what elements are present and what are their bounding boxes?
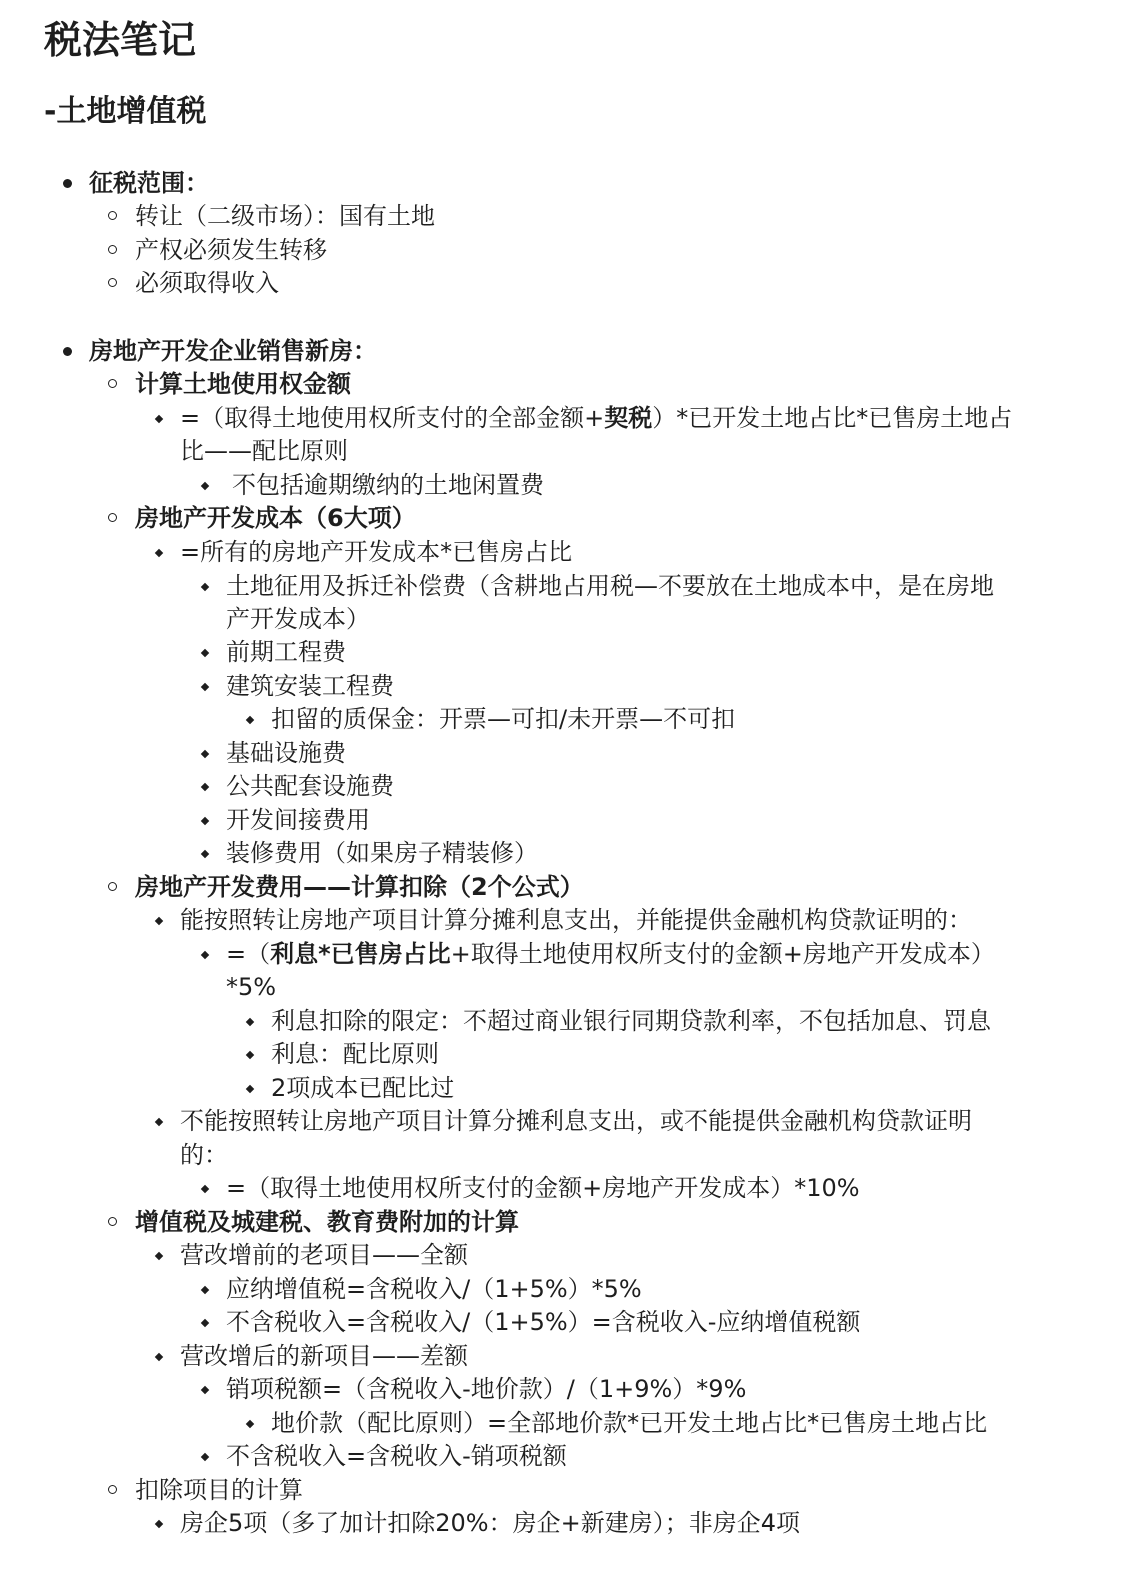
list-item-text: 营改增后的新项目——差额 <box>180 1342 468 1370</box>
list-item-heading: 房地产开发企业销售新房： <box>89 337 377 365</box>
list-item-heading: 房地产开发费用——计算扣除（2个公式） <box>135 873 584 901</box>
diamond-bullet-icon <box>152 904 174 938</box>
diamond-bullet-icon <box>198 1273 220 1307</box>
list-item-text: 不能按照转让房地产项目计算分摊利息支出，或不能提供金融机构贷款证明 <box>180 1107 972 1135</box>
diamond-bullet-icon <box>243 1005 265 1039</box>
formula-text: =所有的房地产开发成本*已售房占比 <box>180 538 573 566</box>
list-item-text: 转让（二级市场）：国有土地 <box>135 202 435 230</box>
diamond-bullet-icon <box>243 1072 265 1106</box>
diamond-bullet-icon <box>243 1038 265 1072</box>
diamond-bullet-icon <box>152 402 174 436</box>
list-item-text: 不包括逾期缴纳的土地闲置费 <box>232 471 544 499</box>
diamond-bullet-icon <box>152 1507 174 1541</box>
list-item-text: 开发间接费用 <box>226 806 370 834</box>
list-item-text: 营改增前的老项目——全额 <box>180 1241 468 1269</box>
list-item-text: 能按照转让房地产项目计算分摊利息支出，并能提供金融机构贷款证明的： <box>180 906 972 934</box>
diamond-bullet-icon <box>198 938 220 972</box>
diamond-bullet-icon <box>198 770 220 804</box>
list-item-text: 公共配套设施费 <box>226 772 394 800</box>
list-item-text: 必须取得收入 <box>135 269 279 297</box>
section-title: -土地增值税 <box>44 94 207 129</box>
list-item-text: 2项成本已配比过 <box>271 1074 455 1102</box>
list-item-text: 前期工程费 <box>226 638 346 666</box>
list-item-text: 扣除项目的计算 <box>135 1476 303 1504</box>
formula-text: 不含税收入=含税收入-销项税额 <box>226 1442 567 1470</box>
formula-text: =（取得土地使用权所支付的金额+房地产开发成本）*10% <box>226 1174 860 1202</box>
list-item-text: 装修费用（如果房子精装修） <box>226 839 538 867</box>
formula-text: 不含税收入=含税收入/（1+5%）=含税收入-应纳增值税额 <box>226 1308 861 1336</box>
circle-bullet-icon <box>107 1206 129 1240</box>
list-item-heading: 增值税及城建税、教育费附加的计算 <box>135 1208 519 1236</box>
diamond-bullet-icon <box>198 570 220 604</box>
list-item-text: 建筑安装工程费 <box>226 672 394 700</box>
diamond-bullet-icon <box>198 636 220 670</box>
page-title: 税法笔记 <box>44 18 197 62</box>
diamond-bullet-icon <box>198 804 220 838</box>
diamond-bullet-icon <box>198 1440 220 1474</box>
diamond-bullet-icon <box>152 536 174 570</box>
list-item-text: 房企5项（多了加计扣除20%：房企+新建房）；非房企4项 <box>180 1509 800 1537</box>
diamond-bullet-icon <box>198 670 220 704</box>
diamond-bullet-icon <box>243 703 265 737</box>
diamond-bullet-icon <box>152 1239 174 1273</box>
disc-bullet-icon <box>62 335 84 369</box>
formula-text: ）*已开发土地占比*已售房土地占 <box>652 404 1013 432</box>
diamond-bullet-icon <box>198 1172 220 1206</box>
formula-text: =（取得土地使用权所支付的全部金额+ <box>180 404 605 432</box>
formula-text: *5% <box>226 973 277 1001</box>
circle-bullet-icon <box>107 368 129 402</box>
disc-bullet-icon <box>62 167 84 201</box>
list-item-heading: 房地产开发成本（6大项） <box>135 504 416 532</box>
list-item-text: 的： <box>180 1141 228 1169</box>
circle-bullet-icon <box>107 502 129 536</box>
list-item-text: 基础设施费 <box>226 739 346 767</box>
list-item-text: 利息：配比原则 <box>271 1040 439 1068</box>
formula-text: 应纳增值税=含税收入/（1+5%）*5% <box>226 1275 642 1303</box>
circle-bullet-icon <box>107 1474 129 1508</box>
circle-bullet-icon <box>107 267 129 301</box>
diamond-bullet-icon <box>198 1306 220 1340</box>
diamond-bullet-icon <box>152 1105 174 1139</box>
circle-bullet-icon <box>107 200 129 234</box>
list-item-text: 利息扣除的限定：不超过商业银行同期贷款利率，不包括加息、罚息 <box>271 1007 991 1035</box>
formula-emphasis: 契税 <box>604 404 653 432</box>
list-item-heading: 计算土地使用权金额 <box>135 370 351 398</box>
list-item-text: 产开发成本） <box>226 605 370 633</box>
diamond-bullet-icon <box>198 469 220 503</box>
formula-emphasis: 利息*已售房占比 <box>270 940 451 968</box>
diamond-bullet-icon <box>198 837 220 871</box>
diamond-bullet-icon <box>243 1407 265 1441</box>
diamond-bullet-icon <box>198 1373 220 1407</box>
circle-bullet-icon <box>107 871 129 905</box>
formula-text: 销项税额=（含税收入-地价款）/（1+9%）*9% <box>226 1375 747 1403</box>
list-item-heading: 征税范围： <box>89 169 209 197</box>
list-item-text: 土地征用及拆迁补偿费（含耕地占用税—不要放在土地成本中，是在房地 <box>226 572 994 600</box>
formula-line <box>226 938 995 972</box>
diamond-bullet-icon <box>198 737 220 771</box>
formula-text: 比——配比原则 <box>180 437 348 465</box>
list-item-text: 产权必须发生转移 <box>135 236 327 264</box>
formula-text: =（ <box>226 940 271 968</box>
list-item-text: 扣留的质保金：开票—可扣/未开票—不可扣 <box>271 705 736 733</box>
formula-text: 地价款（配比原则）=全部地价款*已开发土地占比*已售房土地占比 <box>271 1409 988 1437</box>
circle-bullet-icon <box>107 234 129 268</box>
formula-line <box>180 402 1012 436</box>
diamond-bullet-icon <box>152 1340 174 1374</box>
formula-text: +取得土地使用权所支付的金额+房地产开发成本） <box>450 940 995 968</box>
